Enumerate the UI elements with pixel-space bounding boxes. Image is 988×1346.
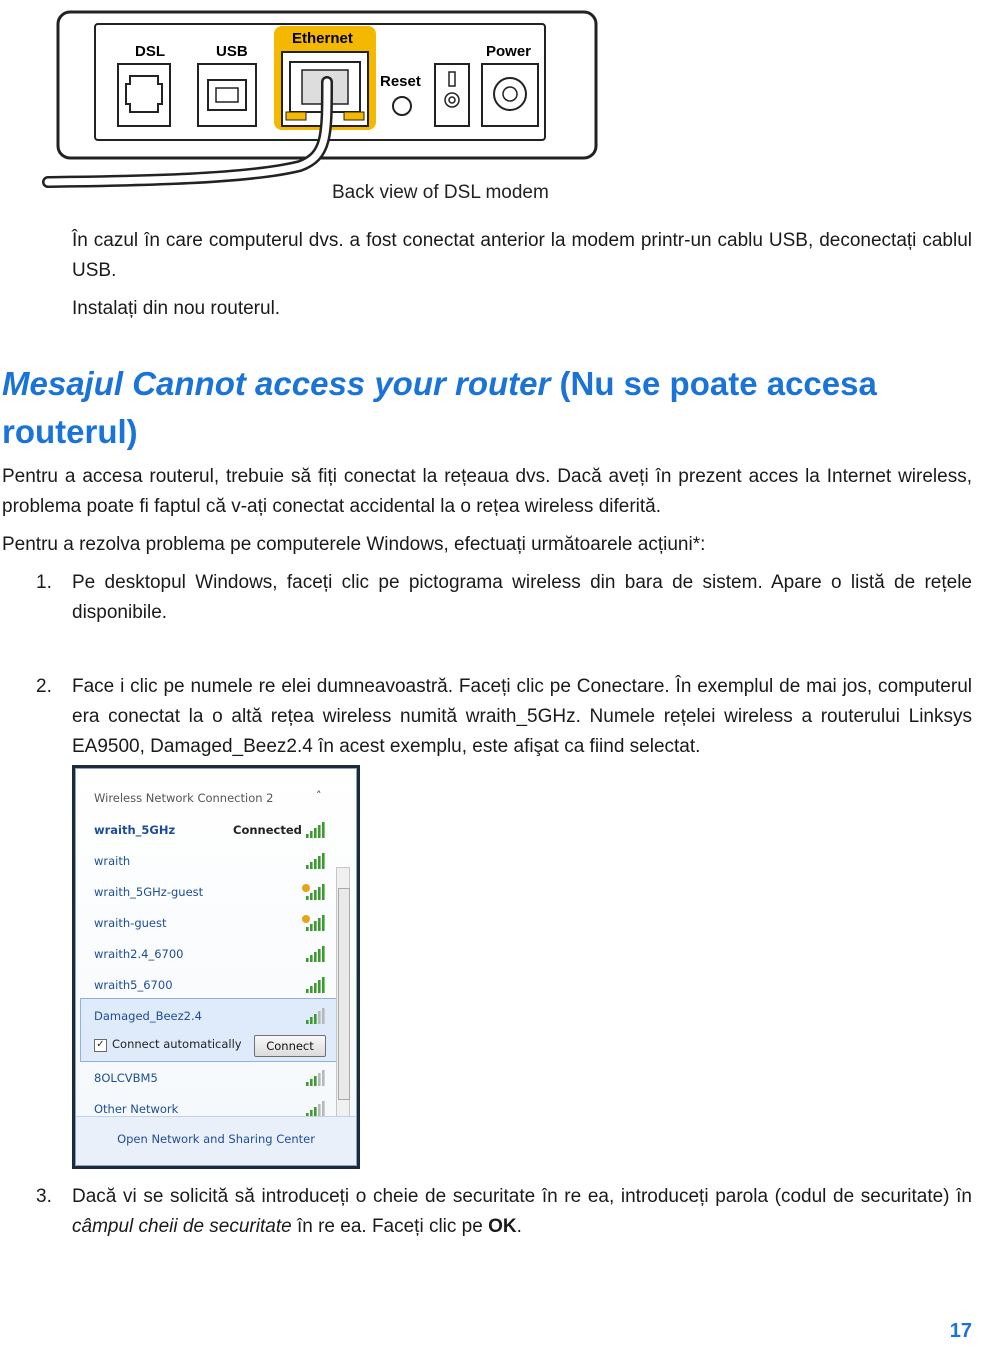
network-item[interactable] <box>76 908 341 938</box>
connect-automatically-checkbox[interactable]: ✓ <box>94 1039 107 1052</box>
network-item[interactable] <box>76 846 341 876</box>
network-item[interactable] <box>76 815 341 845</box>
signal-strength-icon <box>302 1069 326 1087</box>
network-name: Damaged_Beez2.4 <box>94 1009 202 1023</box>
step-3-ok: OK <box>488 1216 517 1237</box>
step-3-text-c: . <box>516 1216 522 1237</box>
network-name: wraith_5GHz <box>94 823 176 837</box>
step-1-text: Pe desktopul Windows, faceți clic pe pictograma wireless din bara de sistem. Apare o listă de rețele disponibile. <box>72 572 972 623</box>
dsl-port-icon <box>118 64 170 126</box>
reset-button-icon <box>393 97 411 115</box>
step-3-text-a: Dacă vi se solicită să introduceți o cheie de securitate în re ea, introduceți parola (codul de securitate) în <box>72 1186 972 1207</box>
network-item[interactable] <box>76 1001 341 1031</box>
heading-rest: (Nu se poate accesa routerul) <box>2 365 877 450</box>
signal-strength-icon <box>302 1007 326 1025</box>
popup-header: Wireless Network Connection 2 <box>94 791 274 805</box>
intro-paragraph-reinstall: Instalați din nou routerul. <box>72 298 281 319</box>
signal-strength-icon <box>302 852 326 870</box>
heading-italic-part: Mesajul Cannot access your router <box>2 365 551 402</box>
step-2-text: Face i clic pe numele re elei dumneavoastră. Faceți clic pe Conectare. În exemplul de mai jos, computerul era conectat la o altă rețea wireless numită wraith_5GHz. Numele rețelei wireless a routerului Linksys EA9500, Damaged_Beez2.4 în acest exemplu, este afişat ca fiind selectat. <box>72 676 972 757</box>
power-port-label: Power <box>486 43 532 60</box>
network-item[interactable] <box>76 877 341 907</box>
dsl-port-label: DSL <box>135 43 165 60</box>
network-status: Connected <box>233 823 302 837</box>
power-switch-icon <box>435 64 469 126</box>
network-item[interactable] <box>76 970 341 1000</box>
network-list-scrollbar[interactable] <box>336 867 350 1117</box>
section-paragraph-1: Pentru a accesa routerul, trebuie să fiți conectat la rețeaua dvs. Dacă aveți în prezent acces la Internet wireless, problema poate fi faptul că v-ați conectat accidental la o rețea wireless diferită. <box>2 466 972 517</box>
section-paragraph-2: Pentru a rezolva problema pe computerele Windows, efectuați următoarele acțiuni*: <box>2 534 706 555</box>
network-name: Other Network <box>94 1102 179 1116</box>
collapse-chevron-icon[interactable]: ˄ <box>316 789 322 802</box>
page-number: 17 <box>949 1320 972 1342</box>
connect-automatically-label: Connect automatically <box>112 1037 242 1051</box>
network-name: wraith_5GHz-guest <box>94 885 204 899</box>
signal-warning-icon <box>302 914 326 932</box>
connect-button[interactable]: Connect <box>254 1035 326 1057</box>
open-network-sharing-center-link[interactable]: Open Network and Sharing Center <box>76 1116 356 1165</box>
section-heading <box>2 360 962 456</box>
power-jack-icon <box>482 64 538 126</box>
step-3-number: 3. <box>36 1186 52 1207</box>
modem-back-view-diagram <box>40 6 620 206</box>
signal-strength-icon <box>302 821 326 839</box>
network-item[interactable] <box>76 939 341 969</box>
usb-port-label: USB <box>216 43 248 60</box>
ethernet-port-label: Ethernet <box>292 30 353 47</box>
intro-paragraph-usb: În cazul în care computerul dvs. a fost conectat anterior la modem printr-un cablu USB, deconectați cablul USB. <box>72 230 972 281</box>
signal-warning-icon <box>302 883 326 901</box>
step-3-security-key-field: câmpul cheii de securitate <box>72 1216 292 1237</box>
diagram-caption: Back view of DSL modem <box>332 182 549 203</box>
step-3-text <box>72 1182 972 1242</box>
network-name: 8OLCVBM5 <box>94 1071 158 1085</box>
reset-label: Reset <box>380 73 421 90</box>
signal-strength-icon <box>302 945 326 963</box>
network-name: wraith2.4_6700 <box>94 947 184 961</box>
scrollbar-thumb[interactable] <box>338 888 350 1100</box>
network-name: wraith-guest <box>94 916 167 930</box>
step-3-text-b: în re ea. Faceți clic pe <box>291 1216 489 1237</box>
network-item[interactable] <box>76 1063 341 1093</box>
network-name: wraith <box>94 854 131 868</box>
step-2-number: 2. <box>36 676 52 697</box>
usb-port-icon <box>198 64 256 126</box>
network-name: wraith5_6700 <box>94 978 173 992</box>
wireless-network-popup <box>72 765 360 1169</box>
signal-strength-icon <box>302 976 326 994</box>
step-1-number: 1. <box>36 572 52 593</box>
